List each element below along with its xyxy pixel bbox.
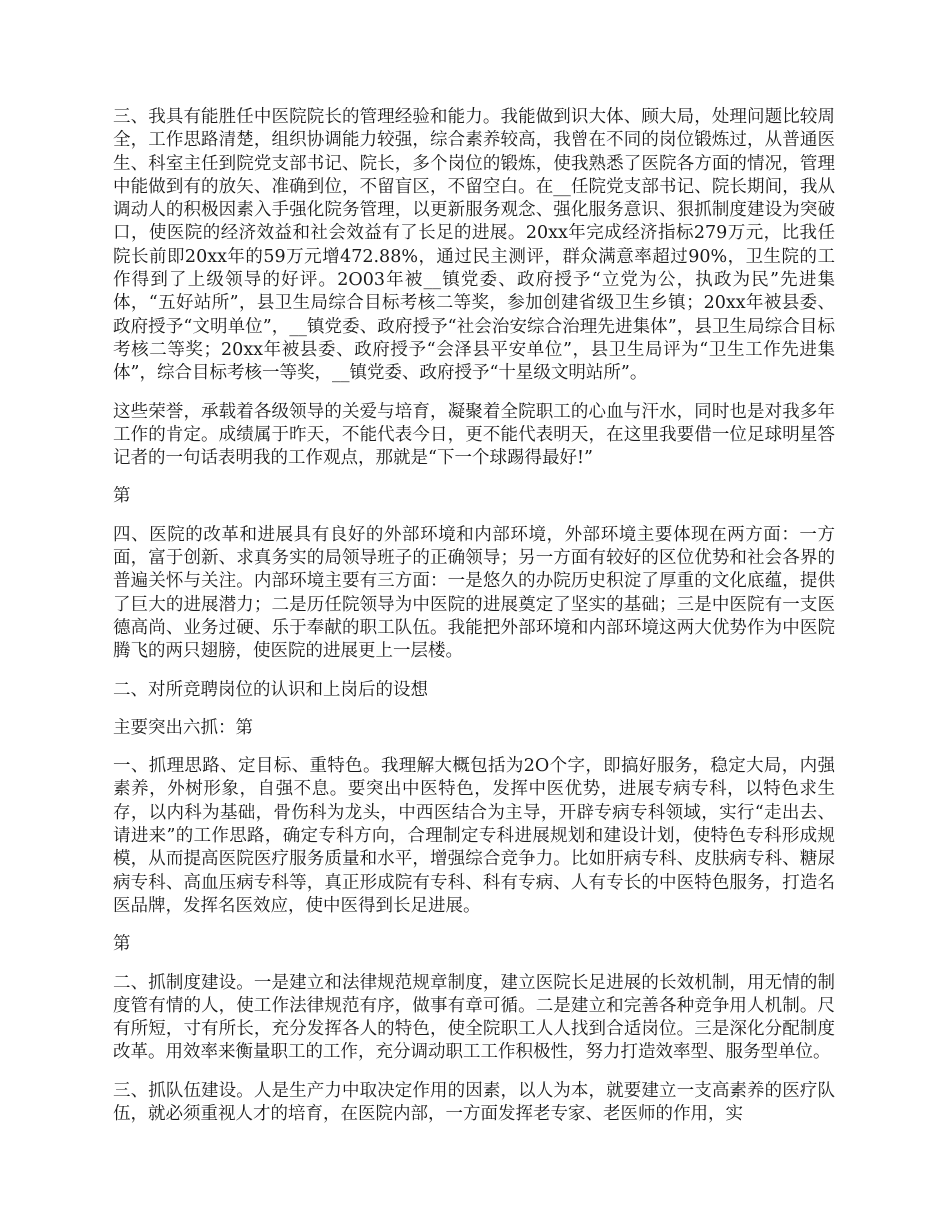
paragraph-honors: 这些荣誉，承载着各级领导的关爱与培育，凝聚着全院职工的心血与汗水，同时也是对我多年工作的肯定。成绩属于昨天，不能代表今日，更不能代表明天，在这里我要借一位足球明星答记者的一句话表明我的工作观点，那就是“下一个球踢得最好!” [113, 401, 835, 469]
paragraph-environment: 四、医院的改革和进展具有良好的外部环境和内部环境，外部环境主要体现在两方面：一方面，富于创新、求真务实的局领导班子的正确领导；另一方面有较好的区位优势和社会各界的普遍关怀与关注。内部环境主要有三方面：一是悠久的办院历史积淀了厚重的文化底蕴，提供了巨大的进展潜力；二是历任院领导为中医院的进展奠定了坚实的基础；三是中医院有一支医德高尚、业务过硬、乐于奉献的职工队伍。我能把外部环境和内部环境这两大优势作为中医院腾飞的两只翅膀，使医院的进展更上一层楼。 [113, 524, 835, 662]
paragraph-six-focus: 主要突出六抓：第 [113, 717, 253, 738]
paragraph-marker: 第 [113, 486, 131, 507]
paragraph-system-building: 二、抓制度建设。一是建立和法律规范规章制度，建立医院长足进展的长效机制，用无情的制度管有情的人，使工作法律规范有序，做事有章可循。二是建立和完善各种竞争用人机制。尺有所短，寸有所长，充分发挥各人的特色，使全院职工人人找到合适岗位。三是深化分配制度改革。用效率来衡量职工的工作，充分调动职工工作积极性，努力打造效率型、服务型单位。 [113, 972, 835, 1063]
paragraph-management-experience: 三、我具有能胜任中医院院长的管理经验和能力。我能做到识大体、顾大局，处理问题比较周全，工作思路清楚，组织协调能力较强，综合素养较高，我曾在不同的岗位锻炼过，从普通医生、科室主任到院党支部书记、院长，多个岗位的锻炼，使我熟悉了医院各方面的情况，管理中能做到有的放矢、准确到位，不留盲区，不留空白。在__任院党支部书记、院长期间，我从调动人的积极因素入手强化院务管理，以更新服务观念、强化服务意识、狠抓制度建设为突破口，使医院的经济效益和社会效益有了长足的进展。20xx年完成经济指标279万元，比我任院长前即20xx年的59万元增472.88%，通过民主测评，群众满意率超过90%，卫生院的工作得到了上级领导的好评。2O03年被__镇党委、政府授予“立党为公，执政为民”先进集体，“五好站所”，县卫生局综合目标考核二等奖，参加创建省级卫生乡镇；20xx年被县委、政府授予“文明单位”，__镇党委、政府授予“社会治安综合治理先进集体”，县卫生局综合目标考核二等奖；20xx年被县委、政府授予“会泽县平安单位”，县卫生局评为“卫生工作先进集体”，综合目标考核一等奖，__镇党委、政府授予“十星级文明站所”。 [113, 107, 835, 384]
section-heading-position: 二、对所竞聘岗位的认识和上岗后的设想 [113, 679, 428, 700]
document-body [113, 106, 835, 1141]
paragraph-marker: 第 [113, 934, 131, 955]
paragraph-ideas-goals: 一、抓理思路、定目标、重特色。我理解大概包括为2O个字，即搞好服务，稳定大局，内强素养，外树形象，自强不息。要突出中医特色，发挥中医优势，进展专病专科，以特色求生存，以内科为基础，骨伤科为龙头，中西医结合为主导，开辟专病专科领域，实行“走出去、请进来”的工作思路，确定专科方向，合理制定专科进展规划和建设计划，使特色专科形成规模，从而提高医院医疗服务质量和水平，增强综合竞争力。比如肝病专科、皮肤病专科、糖尿病专科、高血压病专科等，真正形成院有专科、科有专病、人有专长的中医特色服务，打造名医品牌，发挥名医效应，使中医得到长足进展。 [113, 756, 835, 916]
paragraph-team-building: 三、抓队伍建设。人是生产力中取决定作用的因素，以人为本，就要建立一支高素养的医疗队伍，就必须重视人才的培育，在医院内部，一方面发挥老专家、老医师的作用，实 [113, 1080, 835, 1124]
